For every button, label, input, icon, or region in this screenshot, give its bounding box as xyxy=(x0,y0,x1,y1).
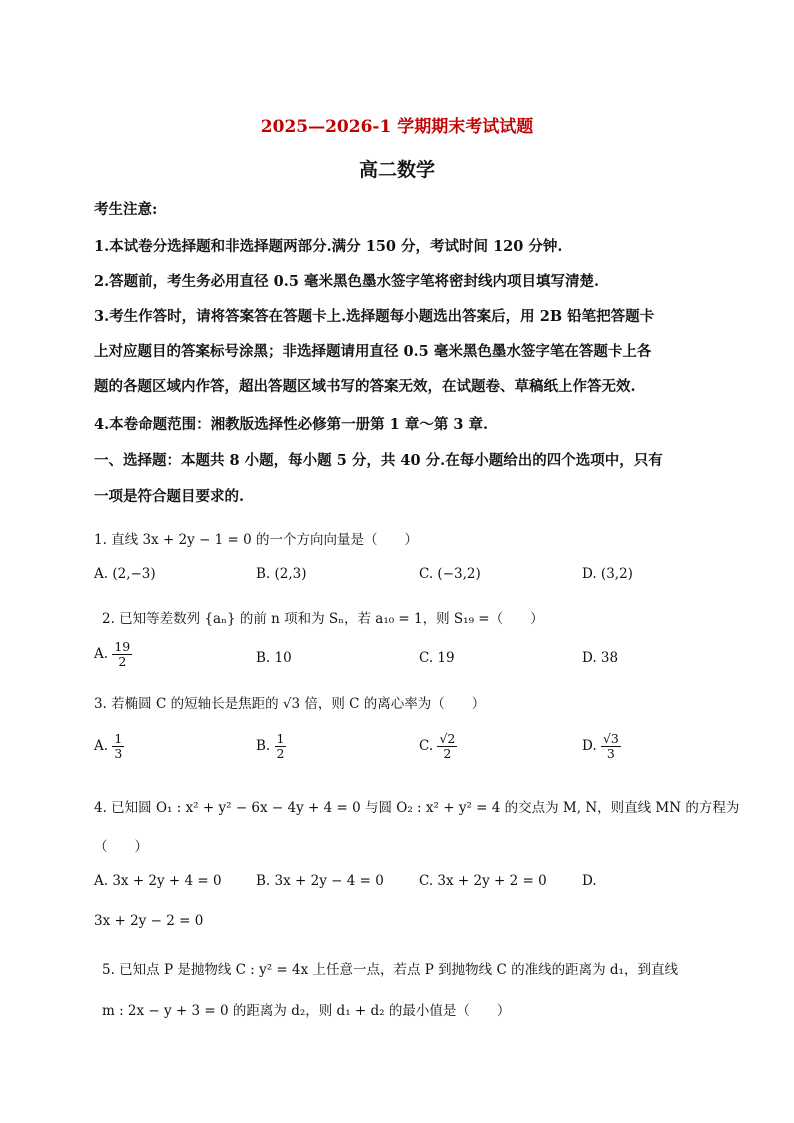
option-b xyxy=(256,732,286,761)
denominator: 2 xyxy=(276,745,285,761)
fraction xyxy=(275,732,287,761)
exam-title: 2025—2026-1 学期期末考试试题 xyxy=(260,117,534,137)
notice-item: 上对应题目的答案标号涂黑；非选择题请用直径 0.5 毫米黑色墨水签字笔在答题卡上各 xyxy=(94,343,652,360)
numerator: 1 xyxy=(276,731,285,746)
option-c: C. 19 xyxy=(419,650,455,666)
option-d-text: 3x + 2y − 2 = 0 xyxy=(94,913,204,929)
fraction xyxy=(112,732,124,761)
question-stem: 2. 已知等差数列 {aₙ} 的前 n 项和为 Sₙ，若 a₁₀ = 1，则 S₁₉ =（ ） xyxy=(102,611,544,627)
option-a: A. 3x + 2y + 4 = 0 xyxy=(94,873,222,889)
question-stem: 4. 已知圆 O₁ : x² + y² − 6x − 4y + 4 = 0 与圆 O₂ : x² + y² = 4 的交点为 M, N，则直线 MN 的方程为 xyxy=(94,800,740,816)
denominator: 2 xyxy=(443,745,452,761)
option-b: B. 3x + 2y − 4 = 0 xyxy=(256,873,384,889)
option-d xyxy=(582,732,621,761)
denominator: 3 xyxy=(606,745,615,761)
option-a-label: A. xyxy=(94,645,109,662)
option-d: D. 38 xyxy=(582,650,619,666)
question-stem-continued: （ ） xyxy=(94,839,148,855)
section-heading: 一、选择题：本题共 8 小题，每小题 5 分，共 40 分.在每小题给出的四个选项中，只有 xyxy=(94,452,663,469)
notice-item: 2.答题前，考生务必用直径 0.5 毫米黑色墨水签字笔将密封线内项目填写清楚. xyxy=(94,273,600,290)
section-heading: 一项是符合题目要求的. xyxy=(94,488,245,505)
numerator: 1 xyxy=(114,731,123,746)
option-b: B. (2,3) xyxy=(256,566,307,582)
denominator: 3 xyxy=(114,745,123,761)
question-stem: 3. 若椭圆 C 的短轴长是焦距的 √3 倍，则 C 的离心率为（ ） xyxy=(94,696,486,712)
numerator: 19 xyxy=(114,639,131,654)
option-a xyxy=(94,732,124,761)
option-c xyxy=(419,732,457,761)
option-a-label: A. xyxy=(94,737,109,754)
option-b-label: B. xyxy=(256,737,271,754)
option-d-label: D. xyxy=(582,737,597,754)
denominator: 2 xyxy=(118,653,127,669)
subject-title: 高二数学 xyxy=(358,159,435,181)
notice-item: 1.本试卷分选择题和非选择题两部分.满分 150 分，考试时间 120 分钟. xyxy=(94,238,563,255)
fraction xyxy=(112,640,132,669)
question-stem: 5. 已知点 P 是抛物线 C : y² = 4x 上任意一点，若点 P 到抛物线 C 的准线的距离为 d₁，到直线 xyxy=(102,962,678,978)
fraction xyxy=(437,732,457,761)
option-c-label: C. xyxy=(419,737,434,754)
option-d: D. (3,2) xyxy=(582,566,633,582)
option-b: B. 10 xyxy=(256,650,292,666)
option-d: D. xyxy=(582,873,597,889)
option-c: C. (−3,2) xyxy=(419,566,481,582)
option-a xyxy=(94,640,132,669)
option-c: C. 3x + 2y + 2 = 0 xyxy=(419,873,547,889)
notice-item: 4.本卷命题范围：湘教版选择性必修第一册第 1 章～第 3 章. xyxy=(94,416,489,433)
notice-item: 题的各题区域内作答，超出答题区域书写的答案无效，在试题卷、草稿纸上作答无效. xyxy=(94,378,636,395)
notice-item: 3.考生作答时，请将答案答在答题卡上.选择题每小题选出答案后，用 2B 铅笔把答题卡 xyxy=(94,308,655,325)
notice-heading: 考生注意: xyxy=(94,201,158,218)
numerator: √3 xyxy=(602,731,619,746)
fraction xyxy=(601,732,621,761)
numerator: √2 xyxy=(439,731,456,746)
question-stem: 1. 直线 3x + 2y − 1 = 0 的一个方向向量是（ ） xyxy=(94,532,419,548)
question-stem-continued: m : 2x − y + 3 = 0 的距离为 d₂，则 d₁ + d₂ 的最小值是（ ） xyxy=(102,1003,511,1019)
option-a: A. (2,−3) xyxy=(94,566,156,582)
